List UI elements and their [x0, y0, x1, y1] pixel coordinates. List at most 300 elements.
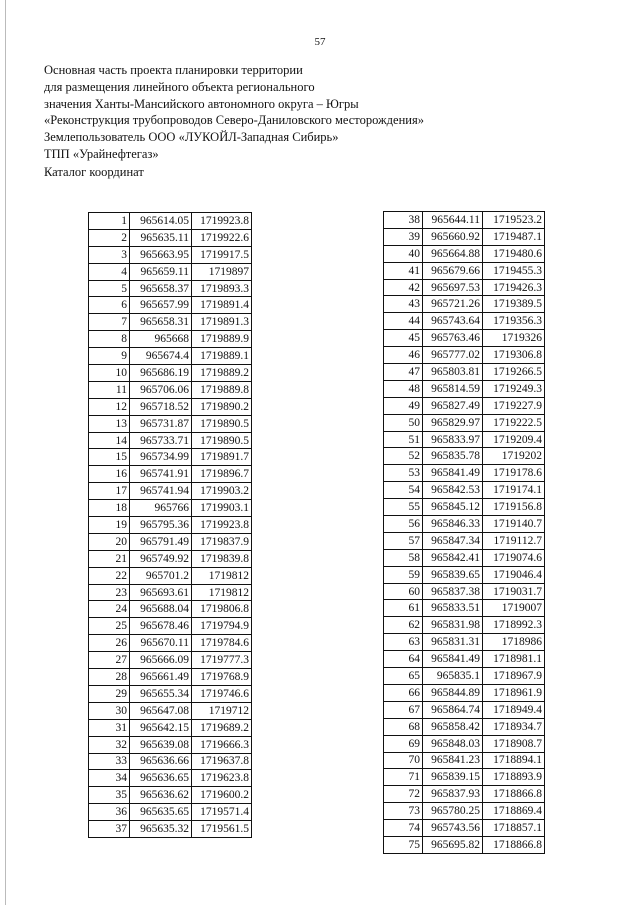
- x-coordinate: 965741.91: [130, 466, 192, 483]
- y-coordinate: 1719455.3: [483, 262, 545, 279]
- x-coordinate: 965829.97: [423, 414, 483, 431]
- point-number: 8: [89, 331, 130, 348]
- y-coordinate: 1719922.6: [192, 229, 252, 246]
- x-coordinate: 965837.38: [423, 583, 483, 600]
- point-number: 26: [89, 635, 130, 652]
- x-coordinate: 965835.1: [423, 668, 483, 685]
- table-row: [384, 465, 545, 482]
- point-number: 27: [89, 652, 130, 669]
- table-row: [384, 414, 545, 431]
- x-coordinate: 965678.46: [130, 618, 192, 635]
- table-row: [89, 381, 252, 398]
- table-row: [384, 330, 545, 347]
- table-row: [384, 769, 545, 786]
- table-row: [384, 617, 545, 634]
- y-coordinate: 1719839.8: [192, 550, 252, 567]
- table-row: [384, 245, 545, 262]
- point-number: 41: [384, 262, 423, 279]
- x-coordinate: 965743.64: [423, 313, 483, 330]
- point-number: 51: [384, 431, 423, 448]
- y-coordinate: 1719890.5: [192, 415, 252, 432]
- x-coordinate: 965842.53: [423, 482, 483, 499]
- point-number: 44: [384, 313, 423, 330]
- table-row: [89, 702, 252, 719]
- table-row: [384, 836, 545, 853]
- x-coordinate: 965839.15: [423, 769, 483, 786]
- point-number: 32: [89, 736, 130, 753]
- y-coordinate: 1718894.1: [483, 752, 545, 769]
- point-number: 18: [89, 500, 130, 517]
- point-number: 39: [384, 228, 423, 245]
- point-number: 37: [89, 821, 130, 838]
- y-coordinate: 1719891.3: [192, 314, 252, 331]
- point-number: 40: [384, 245, 423, 262]
- header-line: «Реконструкция трубопроводов Северо-Даниловского месторождения»: [44, 113, 424, 128]
- y-coordinate: 1719890.2: [192, 398, 252, 415]
- table-row: [89, 213, 252, 230]
- point-number: 14: [89, 432, 130, 449]
- y-coordinate: 1719806.8: [192, 601, 252, 618]
- y-coordinate: 1719623.8: [192, 770, 252, 787]
- y-coordinate: 1719389.5: [483, 296, 545, 313]
- table-row: [384, 380, 545, 397]
- x-coordinate: 965833.97: [423, 431, 483, 448]
- table-row: [384, 803, 545, 820]
- y-coordinate: 1719768.9: [192, 669, 252, 686]
- table-row: [89, 263, 252, 280]
- point-number: 56: [384, 516, 423, 533]
- table-row: [384, 549, 545, 566]
- header-line: для размещения линейного объекта регионального: [44, 79, 315, 94]
- y-coordinate: 1719156.8: [483, 499, 545, 516]
- x-coordinate: 965763.46: [423, 330, 483, 347]
- x-coordinate: 965695.82: [423, 836, 483, 853]
- table-row: [89, 365, 252, 382]
- x-coordinate: 965666.09: [130, 652, 192, 669]
- x-coordinate: 965644.11: [423, 212, 483, 229]
- x-coordinate: 965655.34: [130, 685, 192, 702]
- y-coordinate: 1719891.4: [192, 297, 252, 314]
- y-coordinate: 1719666.3: [192, 736, 252, 753]
- x-coordinate: 965658.31: [130, 314, 192, 331]
- y-coordinate: 1719889.2: [192, 365, 252, 382]
- point-number: 16: [89, 466, 130, 483]
- y-coordinate: 1718934.7: [483, 718, 545, 735]
- table-row: [89, 601, 252, 618]
- table-row: [384, 364, 545, 381]
- table-row: [384, 516, 545, 533]
- table-row: [384, 566, 545, 583]
- point-number: 28: [89, 669, 130, 686]
- y-coordinate: 1719812: [192, 567, 252, 584]
- y-coordinate: 1719356.3: [483, 313, 545, 330]
- point-number: 10: [89, 365, 130, 382]
- y-coordinate: 1719046.4: [483, 566, 545, 583]
- y-coordinate: 1719487.1: [483, 228, 545, 245]
- x-coordinate: 965693.61: [130, 584, 192, 601]
- x-coordinate: 965721.26: [423, 296, 483, 313]
- point-number: 61: [384, 600, 423, 617]
- point-number: 31: [89, 719, 130, 736]
- y-coordinate: 1719112.7: [483, 532, 545, 549]
- point-number: 54: [384, 482, 423, 499]
- table-row: [89, 669, 252, 686]
- x-coordinate: 965688.04: [130, 601, 192, 618]
- y-coordinate: 1719889.1: [192, 348, 252, 365]
- x-coordinate: 965841.49: [423, 465, 483, 482]
- header-line: ТПП «Урайнефтегаз»: [44, 146, 159, 161]
- point-number: 46: [384, 347, 423, 364]
- y-coordinate: 1718986: [483, 634, 545, 651]
- document-header: [44, 62, 424, 163]
- x-coordinate: 965791.49: [130, 533, 192, 550]
- y-coordinate: 1718949.4: [483, 701, 545, 718]
- table-row: [89, 398, 252, 415]
- point-number: 73: [384, 803, 423, 820]
- point-number: 55: [384, 499, 423, 516]
- x-coordinate: 965697.53: [423, 279, 483, 296]
- point-number: 47: [384, 364, 423, 381]
- x-coordinate: 965827.49: [423, 397, 483, 414]
- y-coordinate: 1719890.5: [192, 432, 252, 449]
- point-number: 50: [384, 414, 423, 431]
- table-row: [89, 787, 252, 804]
- x-coordinate: 965741.94: [130, 483, 192, 500]
- x-coordinate: 965642.15: [130, 719, 192, 736]
- point-number: 66: [384, 684, 423, 701]
- x-coordinate: 965780.25: [423, 803, 483, 820]
- table-row: [89, 331, 252, 348]
- point-number: 11: [89, 381, 130, 398]
- y-coordinate: 1719794.9: [192, 618, 252, 635]
- x-coordinate: 965670.11: [130, 635, 192, 652]
- point-number: 9: [89, 348, 130, 365]
- x-coordinate: 965864.74: [423, 701, 483, 718]
- x-coordinate: 965839.65: [423, 566, 483, 583]
- table-row: [384, 600, 545, 617]
- point-number: 30: [89, 702, 130, 719]
- point-number: 20: [89, 533, 130, 550]
- table-row: [89, 567, 252, 584]
- x-coordinate: 965647.08: [130, 702, 192, 719]
- point-number: 22: [89, 567, 130, 584]
- point-number: 12: [89, 398, 130, 415]
- y-coordinate: 1719074.6: [483, 549, 545, 566]
- table-row: [89, 533, 252, 550]
- x-coordinate: 965636.66: [130, 753, 192, 770]
- table-row: [89, 618, 252, 635]
- table-row: [89, 314, 252, 331]
- x-coordinate: 965844.89: [423, 684, 483, 701]
- table-row: [384, 347, 545, 364]
- point-number: 29: [89, 685, 130, 702]
- table-row: [89, 229, 252, 246]
- y-coordinate: 1719031.7: [483, 583, 545, 600]
- table-row: [89, 432, 252, 449]
- y-coordinate: 1719523.2: [483, 212, 545, 229]
- table-row: [89, 348, 252, 365]
- point-number: 64: [384, 651, 423, 668]
- y-coordinate: 1718992.3: [483, 617, 545, 634]
- table-row: [89, 297, 252, 314]
- x-coordinate: 965636.62: [130, 787, 192, 804]
- table-row: [89, 246, 252, 263]
- point-number: 6: [89, 297, 130, 314]
- table-row: [89, 685, 252, 702]
- x-coordinate: 965766: [130, 500, 192, 517]
- coordinates-table-right: [383, 211, 545, 854]
- x-coordinate: 965701.2: [130, 567, 192, 584]
- y-coordinate: 1719007: [483, 600, 545, 617]
- y-coordinate: 1718967.9: [483, 668, 545, 685]
- y-coordinate: 1718961.9: [483, 684, 545, 701]
- point-number: 65: [384, 668, 423, 685]
- table-row: [89, 770, 252, 787]
- y-coordinate: 1719266.5: [483, 364, 545, 381]
- y-coordinate: 1719178.6: [483, 465, 545, 482]
- y-coordinate: 1719140.7: [483, 516, 545, 533]
- point-number: 75: [384, 836, 423, 853]
- x-coordinate: 965659.11: [130, 263, 192, 280]
- y-coordinate: 1718857.1: [483, 820, 545, 837]
- table-row: [384, 532, 545, 549]
- table-row: [89, 415, 252, 432]
- y-coordinate: 1719174.1: [483, 482, 545, 499]
- x-coordinate: 965841.49: [423, 651, 483, 668]
- table-row: [384, 448, 545, 465]
- point-number: 67: [384, 701, 423, 718]
- table-row: [89, 466, 252, 483]
- point-number: 69: [384, 735, 423, 752]
- y-coordinate: 1719746.6: [192, 685, 252, 702]
- x-coordinate: 965845.12: [423, 499, 483, 516]
- y-coordinate: 1719426.3: [483, 279, 545, 296]
- point-number: 25: [89, 618, 130, 635]
- x-coordinate: 965679.66: [423, 262, 483, 279]
- table-row: [384, 212, 545, 229]
- point-number: 48: [384, 380, 423, 397]
- x-coordinate: 965718.52: [130, 398, 192, 415]
- x-coordinate: 965661.49: [130, 669, 192, 686]
- point-number: 43: [384, 296, 423, 313]
- x-coordinate: 965639.08: [130, 736, 192, 753]
- table-row: [384, 482, 545, 499]
- point-number: 63: [384, 634, 423, 651]
- page-edge: [5, 0, 6, 905]
- point-number: 21: [89, 550, 130, 567]
- y-coordinate: 1719222.5: [483, 414, 545, 431]
- table-row: [89, 652, 252, 669]
- table-row: [384, 718, 545, 735]
- x-coordinate: 965636.65: [130, 770, 192, 787]
- point-number: 5: [89, 280, 130, 297]
- y-coordinate: 1719712: [192, 702, 252, 719]
- x-coordinate: 965664.88: [423, 245, 483, 262]
- table-row: [89, 736, 252, 753]
- point-number: 23: [89, 584, 130, 601]
- y-coordinate: 1718866.8: [483, 836, 545, 853]
- x-coordinate: 965841.23: [423, 752, 483, 769]
- y-coordinate: 1719326: [483, 330, 545, 347]
- table-row: [384, 668, 545, 685]
- point-number: 3: [89, 246, 130, 263]
- point-number: 59: [384, 566, 423, 583]
- x-coordinate: 965777.02: [423, 347, 483, 364]
- y-coordinate: 1719923.8: [192, 213, 252, 230]
- table-row: [384, 583, 545, 600]
- header-line: значения Ханты-Мансийского автономного округа – Югры: [44, 96, 359, 111]
- point-number: 57: [384, 532, 423, 549]
- x-coordinate: 965831.98: [423, 617, 483, 634]
- point-number: 15: [89, 449, 130, 466]
- table-row: [384, 752, 545, 769]
- x-coordinate: 965635.65: [130, 804, 192, 821]
- y-coordinate: 1719917.5: [192, 246, 252, 263]
- x-coordinate: 965837.93: [423, 786, 483, 803]
- point-number: 71: [384, 769, 423, 786]
- point-number: 60: [384, 583, 423, 600]
- y-coordinate: 1719837.9: [192, 533, 252, 550]
- x-coordinate: 965663.95: [130, 246, 192, 263]
- x-coordinate: 965846.33: [423, 516, 483, 533]
- x-coordinate: 965803.81: [423, 364, 483, 381]
- x-coordinate: 965686.19: [130, 365, 192, 382]
- y-coordinate: 1719202: [483, 448, 545, 465]
- y-coordinate: 1719249.3: [483, 380, 545, 397]
- x-coordinate: 965847.34: [423, 532, 483, 549]
- x-coordinate: 965733.71: [130, 432, 192, 449]
- point-number: 52: [384, 448, 423, 465]
- point-number: 38: [384, 212, 423, 229]
- point-number: 19: [89, 517, 130, 534]
- point-number: 70: [384, 752, 423, 769]
- x-coordinate: 965848.03: [423, 735, 483, 752]
- x-coordinate: 965668: [130, 331, 192, 348]
- x-coordinate: 965660.92: [423, 228, 483, 245]
- y-coordinate: 1718893.9: [483, 769, 545, 786]
- point-number: 33: [89, 753, 130, 770]
- y-coordinate: 1719784.6: [192, 635, 252, 652]
- y-coordinate: 1719600.2: [192, 787, 252, 804]
- x-coordinate: 965706.06: [130, 381, 192, 398]
- table-row: [89, 635, 252, 652]
- x-coordinate: 965835.78: [423, 448, 483, 465]
- x-coordinate: 965842.41: [423, 549, 483, 566]
- y-coordinate: 1719689.2: [192, 719, 252, 736]
- point-number: 2: [89, 229, 130, 246]
- point-number: 24: [89, 601, 130, 618]
- y-coordinate: 1719903.1: [192, 500, 252, 517]
- header-line: Землепользователь ООО «ЛУКОЙЛ-Западная Сибирь»: [44, 130, 339, 145]
- x-coordinate: 965831.31: [423, 634, 483, 651]
- x-coordinate: 965674.4: [130, 348, 192, 365]
- x-coordinate: 965795.36: [130, 517, 192, 534]
- point-number: 1: [89, 213, 130, 230]
- point-number: 72: [384, 786, 423, 803]
- table-row: [89, 753, 252, 770]
- y-coordinate: 1719812: [192, 584, 252, 601]
- x-coordinate: 965814.59: [423, 380, 483, 397]
- table-row: [384, 431, 545, 448]
- y-coordinate: 1719923.8: [192, 517, 252, 534]
- table-row: [89, 280, 252, 297]
- table-row: [384, 786, 545, 803]
- x-coordinate: 965833.51: [423, 600, 483, 617]
- table-row: [384, 228, 545, 245]
- point-number: 7: [89, 314, 130, 331]
- point-number: 34: [89, 770, 130, 787]
- x-coordinate: 965635.32: [130, 821, 192, 838]
- table-row: [89, 821, 252, 838]
- y-coordinate: 1719889.8: [192, 381, 252, 398]
- y-coordinate: 1719903.2: [192, 483, 252, 500]
- y-coordinate: 1718869.4: [483, 803, 545, 820]
- y-coordinate: 1719777.3: [192, 652, 252, 669]
- table-row: [89, 584, 252, 601]
- y-coordinate: 1719897: [192, 263, 252, 280]
- x-coordinate: 965658.37: [130, 280, 192, 297]
- table-row: [384, 279, 545, 296]
- y-coordinate: 1719891.7: [192, 449, 252, 466]
- point-number: 13: [89, 415, 130, 432]
- table-row: [89, 449, 252, 466]
- table-row: [384, 397, 545, 414]
- table-row: [384, 820, 545, 837]
- x-coordinate: 965749.92: [130, 550, 192, 567]
- point-number: 68: [384, 718, 423, 735]
- y-coordinate: 1719480.6: [483, 245, 545, 262]
- catalog-title: Каталог координат: [44, 165, 144, 179]
- y-coordinate: 1718981.1: [483, 651, 545, 668]
- y-coordinate: 1719209.4: [483, 431, 545, 448]
- x-coordinate: 965858.42: [423, 718, 483, 735]
- table-row: [384, 296, 545, 313]
- x-coordinate: 965635.11: [130, 229, 192, 246]
- table-row: [89, 550, 252, 567]
- y-coordinate: 1718908.7: [483, 735, 545, 752]
- table-row: [384, 651, 545, 668]
- x-coordinate: 965743.56: [423, 820, 483, 837]
- x-coordinate: 965731.87: [130, 415, 192, 432]
- point-number: 74: [384, 820, 423, 837]
- point-number: 62: [384, 617, 423, 634]
- point-number: 49: [384, 397, 423, 414]
- table-row: [384, 262, 545, 279]
- y-coordinate: 1719227.9: [483, 397, 545, 414]
- point-number: 35: [89, 787, 130, 804]
- point-number: 53: [384, 465, 423, 482]
- y-coordinate: 1719561.5: [192, 821, 252, 838]
- table-row: [384, 701, 545, 718]
- y-coordinate: 1719896.7: [192, 466, 252, 483]
- point-number: 42: [384, 279, 423, 296]
- y-coordinate: 1719889.9: [192, 331, 252, 348]
- table-row: [89, 517, 252, 534]
- table-row: [384, 735, 545, 752]
- y-coordinate: 1719571.4: [192, 804, 252, 821]
- y-coordinate: 1719306.8: [483, 347, 545, 364]
- point-number: 36: [89, 804, 130, 821]
- x-coordinate: 965614.05: [130, 213, 192, 230]
- table-row: [89, 500, 252, 517]
- y-coordinate: 1719893.3: [192, 280, 252, 297]
- point-number: 17: [89, 483, 130, 500]
- table-row: [384, 313, 545, 330]
- x-coordinate: 965657.99: [130, 297, 192, 314]
- coordinates-table-left: [88, 212, 252, 838]
- y-coordinate: 1718866.8: [483, 786, 545, 803]
- point-number: 58: [384, 549, 423, 566]
